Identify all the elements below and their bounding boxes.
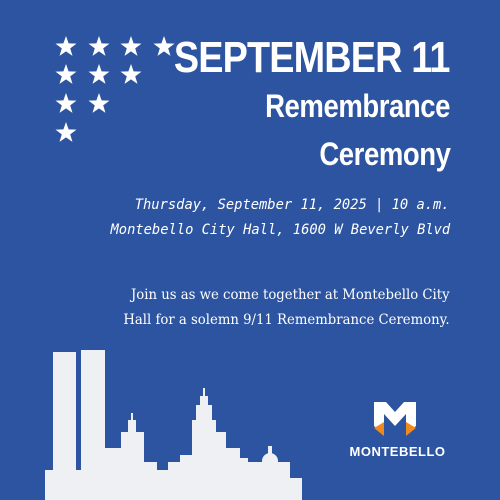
montebello-logo	[340, 398, 460, 468]
title-ceremony: Ceremony	[318, 136, 450, 172]
event-date-time: Thursday, September 11, 2025 | 10 a.m.	[135, 197, 450, 213]
description-line-2: Hall for a solemn 9/11 Remembrance Ceremony.	[123, 312, 450, 328]
title-remembrance: Remembrance	[265, 88, 450, 124]
montebello-wordmark: MONTEBELLO	[349, 444, 446, 459]
title-september-11: SEPTEMBER 11	[174, 33, 450, 82]
description-line-1: Join us as we come together at Montebello City	[131, 287, 450, 303]
event-location: Montebello City Hall, 1600 W Beverly Blvd	[110, 222, 450, 238]
montebello-m-logo-icon	[372, 398, 418, 438]
